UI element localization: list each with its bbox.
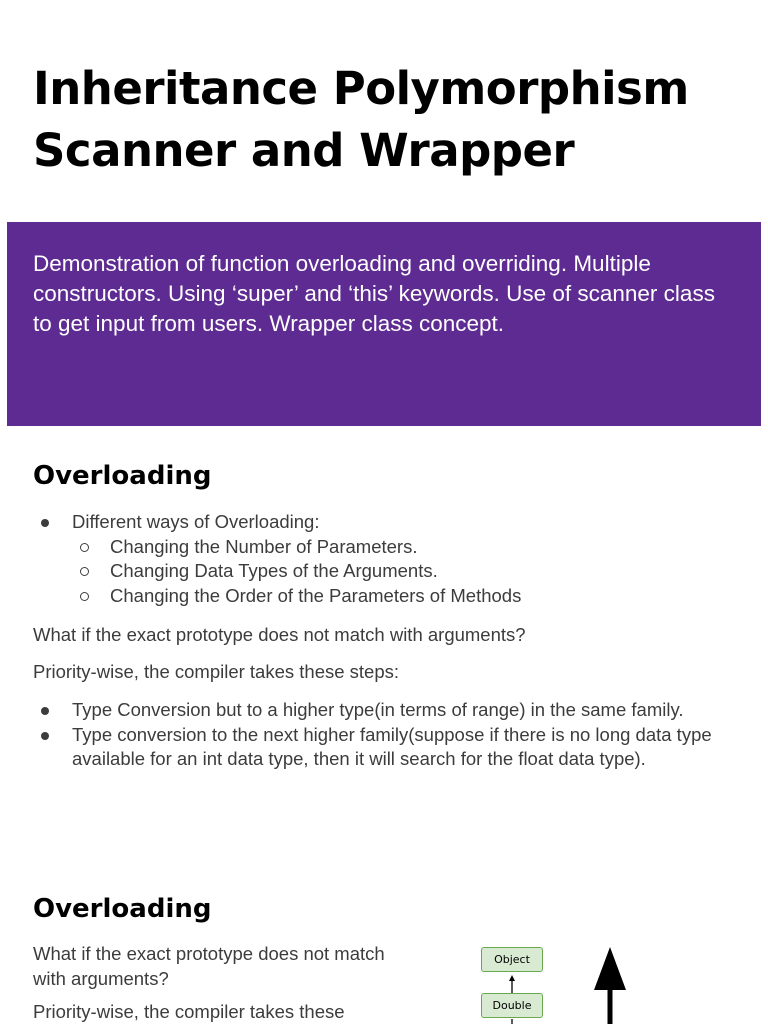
hollow-bullet-icon — [80, 543, 89, 552]
step-text: Type Conversion but to a higher type(in terms of range) in the same family. — [72, 699, 684, 720]
large-arrow-head — [594, 947, 626, 990]
title-line-2: Scanner and Wrapper — [33, 124, 575, 177]
description-banner — [7, 222, 761, 426]
ways-label: Different ways of Overloading: — [72, 511, 320, 532]
title-line-1: Inheritance Polymorphism — [33, 62, 689, 115]
sub-list-item — [72, 535, 733, 560]
priority-intro: Priority-wise, the compiler takes these steps: — [33, 661, 400, 682]
sub-list-text: Changing the Order of the Parameters of Methods — [110, 584, 522, 606]
small-arrow-head — [509, 975, 515, 981]
step-text: Type conversion to the next higher family(suppose if there is no long data type available for an int data type, then it will search for the float data type). — [72, 723, 712, 769]
double-type-box: Double — [481, 993, 543, 1018]
overloading-ways-list — [33, 510, 733, 608]
list-item — [33, 510, 733, 608]
prototype-question: What if the exact prototype does not match with arguments? — [33, 624, 526, 645]
hollow-bullet-icon — [80, 567, 89, 576]
sub-list-item — [72, 559, 733, 584]
bullet-icon — [41, 732, 49, 740]
page-title — [33, 58, 753, 182]
sub-list-text: Changing the Number of Parameters. — [110, 535, 418, 557]
overloading-heading-2: Overloading — [33, 894, 212, 924]
sub-list-item — [72, 584, 733, 609]
object-type-box: Object — [481, 947, 543, 972]
hollow-bullet-icon — [80, 592, 89, 601]
list-item — [33, 698, 713, 723]
bullet-icon — [41, 519, 49, 527]
list-item — [33, 723, 713, 772]
priority-intro-2: Priority-wise, the compiler takes these — [33, 1001, 345, 1022]
overloading-heading: Overloading — [33, 461, 212, 491]
priority-steps-list — [33, 698, 713, 772]
description-text: Demonstration of function overloading and overriding. Multiple constructors. Using ‘super’ and ‘this’ keywords. Use of scanner class to get input from users. Wrapper class concept. — [33, 251, 715, 336]
bullet-icon — [41, 707, 49, 715]
ways-sublist — [72, 535, 733, 609]
prototype-question-2: What if the exact prototype does not match with arguments? — [33, 943, 385, 989]
sub-list-text: Changing Data Types of the Arguments. — [110, 560, 438, 581]
